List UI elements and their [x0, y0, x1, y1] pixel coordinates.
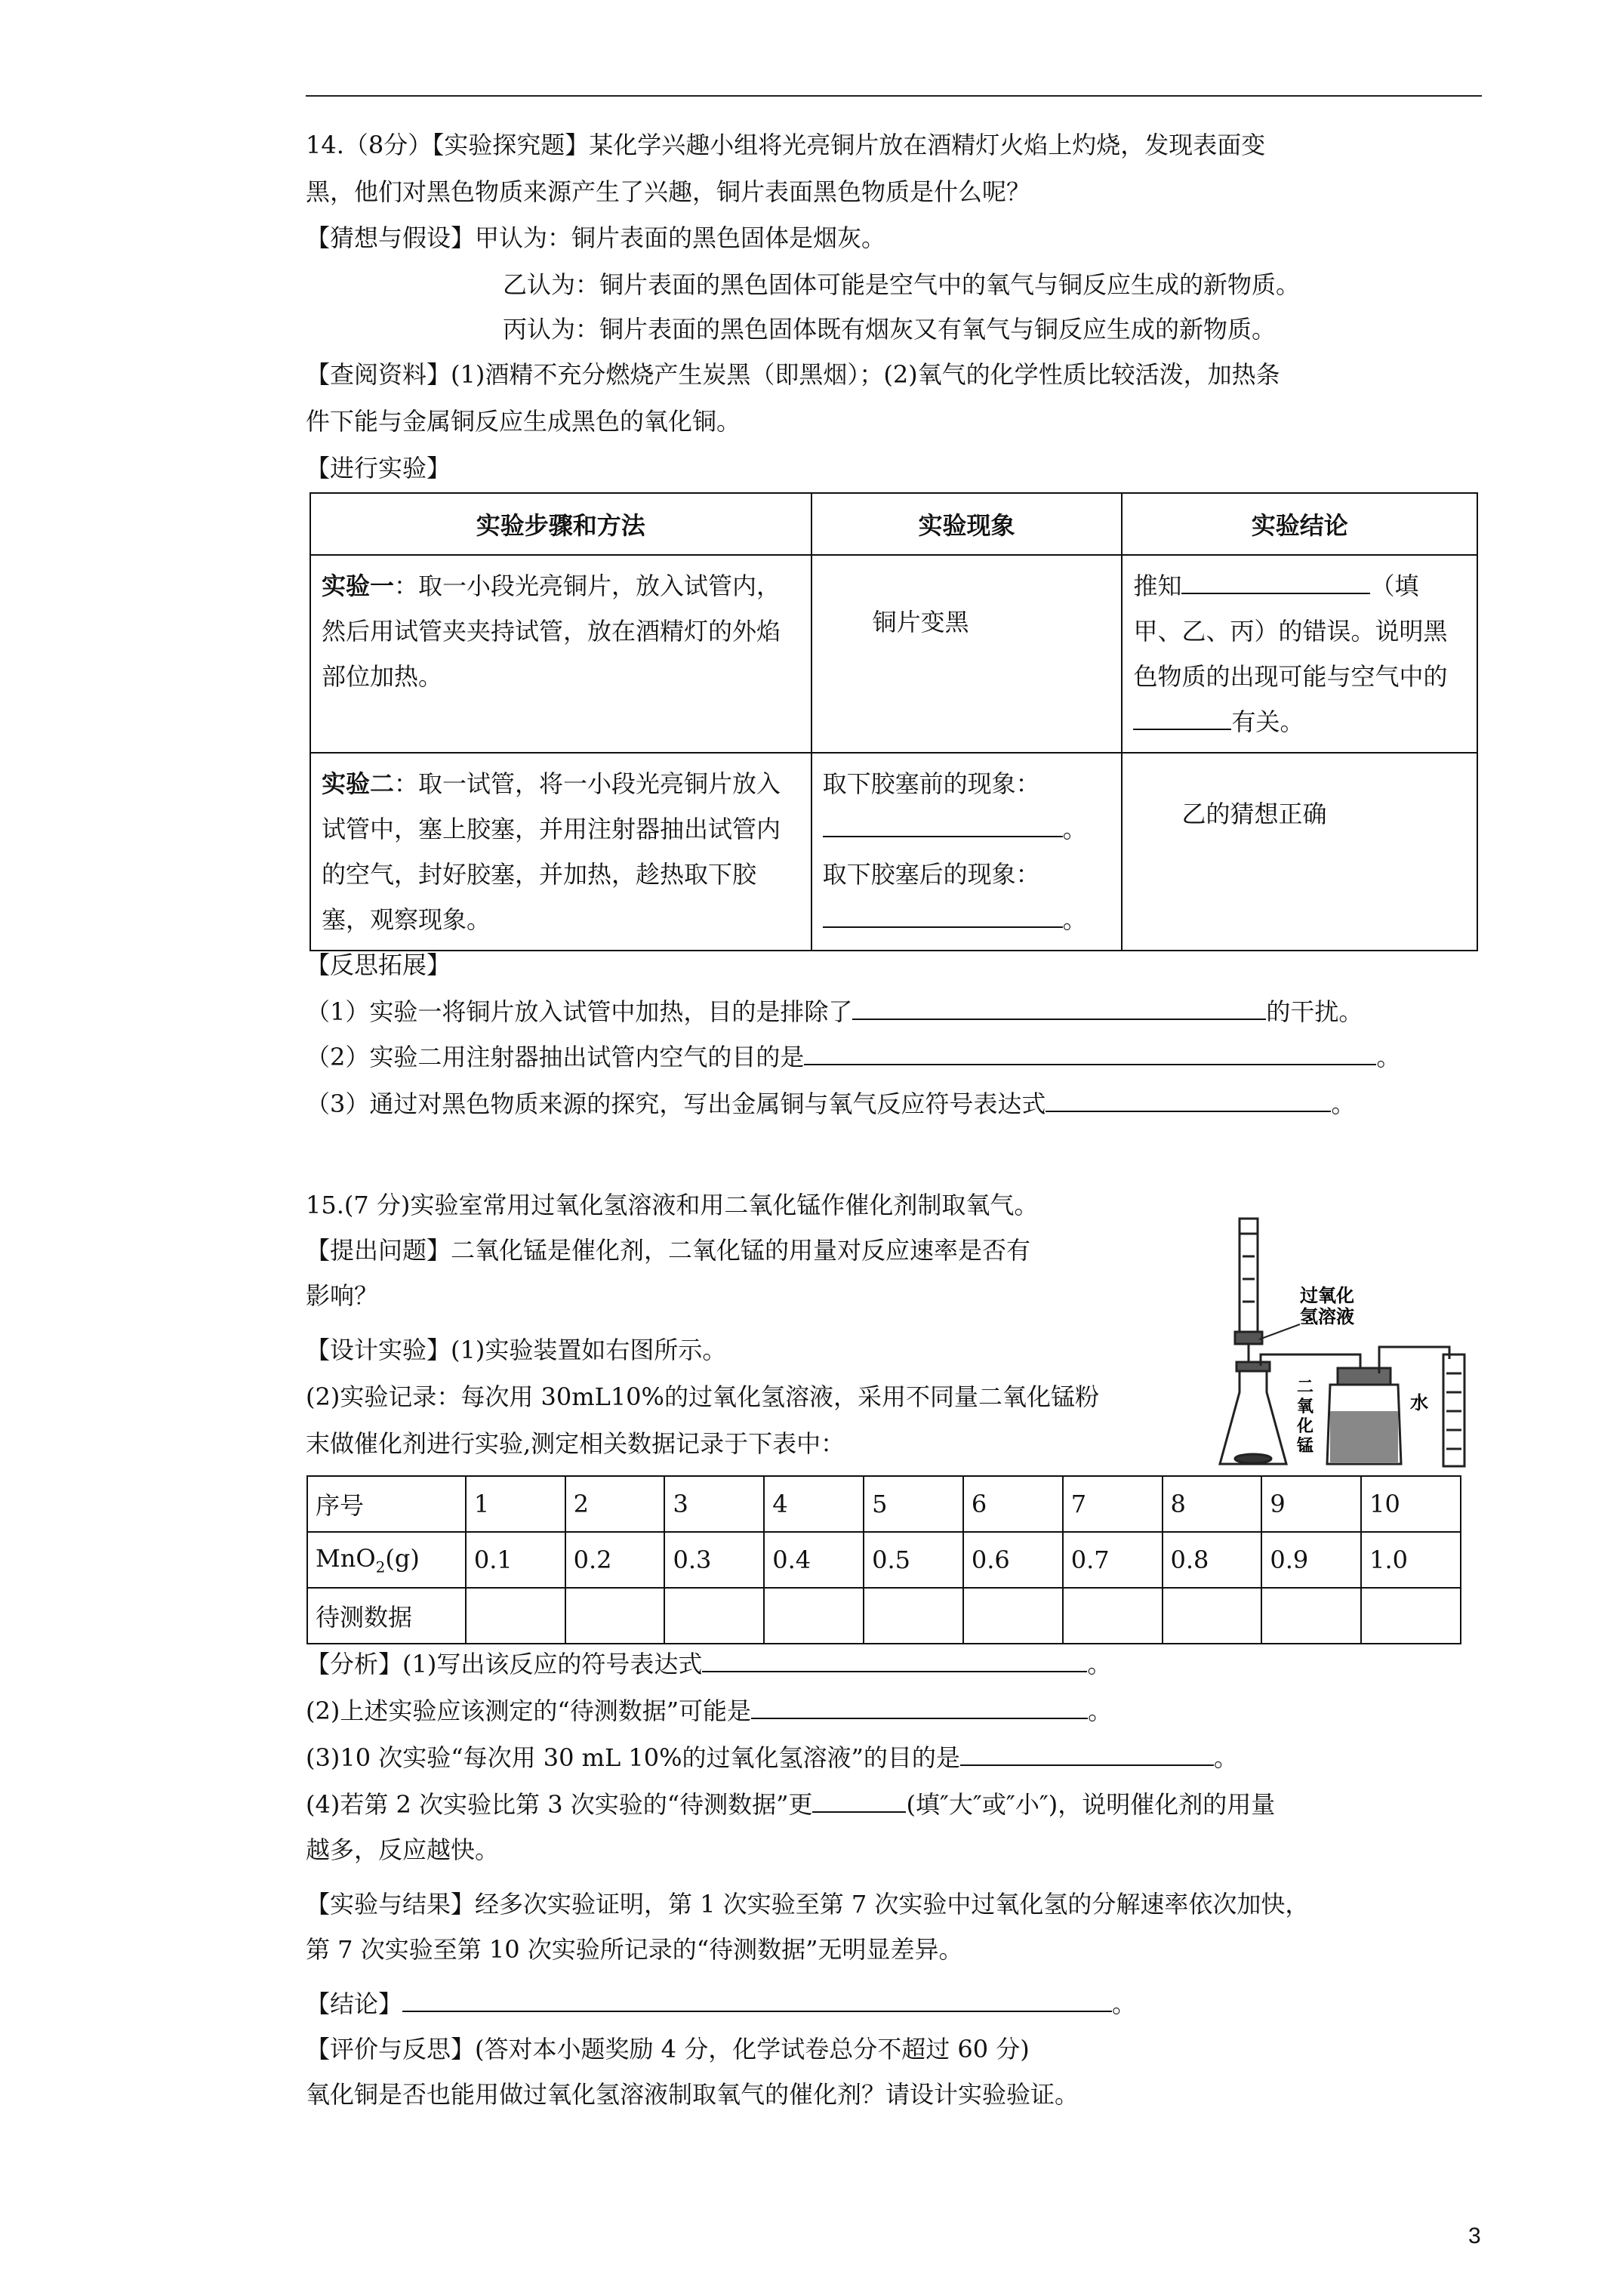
col-conclusion: 实验结论	[1122, 493, 1477, 555]
pending-cell[interactable]	[466, 1588, 565, 1644]
row-pending-label: 待测数据	[307, 1588, 466, 1644]
blank-conclusion[interactable]	[402, 1988, 1112, 2012]
q14-reflection-1: （1）实验一将铜片放入试管中加热，目的是排除了 的干扰。	[306, 997, 1363, 1026]
label-water: 水	[1410, 1391, 1428, 1413]
pending-cell[interactable]	[1361, 1588, 1461, 1644]
blank-which-hypothesis[interactable]	[1181, 570, 1370, 594]
pending-cell[interactable]	[664, 1588, 764, 1644]
exp2-phenomenon: 取下胶塞前的现象： 。 取下胶塞后的现象： 。	[812, 753, 1123, 951]
exp1-conclusion: 推知 （填甲、乙、丙）的错误。说明黑色物质的出现可能与空气中的有关。	[1122, 555, 1477, 753]
pending-cell[interactable]	[1261, 1588, 1361, 1644]
label-mno2-2: 氧	[1297, 1397, 1314, 1416]
mass-cell: 1.0	[1361, 1532, 1461, 1588]
blank-purpose[interactable]	[960, 1742, 1214, 1766]
header-rule	[306, 95, 1482, 97]
blank-bigger-smaller[interactable]	[812, 1789, 906, 1813]
hypothesis-jia: 甲认为：铜片表面的黑色固体是烟灰。	[475, 223, 886, 252]
q15-design-2: (2)实验记录：每次用 30mL10%的过氧化氢溶液，采用不同量二氧化锰粉	[306, 1382, 1099, 1411]
q15-evaluation: 【评价与反思】(答对本小题奖励 4 分，化学试卷总分不超过 60 分)	[306, 2035, 1030, 2063]
q15-result-line2: 第 7 次实验至第 10 次实验所记录的“待测数据”无明显差异。	[306, 1935, 963, 1964]
q14-hypothesis-1	[306, 221, 885, 254]
exp1-steps: 实验一：取一小段光亮铜片，放入试管内，然后用试管夹夹持试管，放在酒精灯的外焰部位加热。	[310, 555, 812, 753]
blank-after-stopper[interactable]	[823, 904, 1063, 928]
q15-analysis-3: (3)10 次实验“每次用 30 mL 10%的过氧化氢溶液”的目的是 。	[306, 1743, 1238, 1772]
q14-experiment-label: 【进行实验】	[306, 454, 451, 482]
q14-header-line1: 14.（8分）【实验探究题】某化学兴趣小组将光亮铜片放在酒精灯火焰上灼烧，发现表面变	[306, 131, 1266, 159]
pending-cell[interactable]	[864, 1588, 963, 1644]
mass-cell: 0.5	[864, 1532, 963, 1588]
q14-reflection-3: （3）通过对黑色物质来源的探究，写出金属铜与氧气反应符号表达式 。	[306, 1089, 1356, 1118]
q15-analysis-2: (2)上述实验应该测定的“待测数据”可能是 。	[306, 1697, 1113, 1725]
q14-header-line2: 黑，他们对黑色物质来源产生了兴趣，铜片表面黑色物质是什么呢？	[306, 177, 1031, 206]
q14-hypothesis-2: 乙认为：铜片表面的黑色固体可能是空气中的氧气与铜反应生成的新物质。	[503, 270, 1301, 299]
mass-cell: 0.9	[1261, 1532, 1361, 1588]
label-mno2-1: 二	[1297, 1377, 1314, 1397]
index-cell: 4	[764, 1476, 864, 1532]
index-cell: 8	[1163, 1476, 1262, 1532]
q15-conclusion: 【结论】 。	[306, 1989, 1137, 2018]
hypothesis-label: 【猜想与假设】	[306, 223, 476, 252]
blank-reflection-2[interactable]	[804, 1041, 1376, 1065]
q14-experiment-table	[310, 492, 1478, 951]
pending-cell[interactable]	[764, 1588, 864, 1644]
q15-problem-line2: 影响？	[306, 1281, 379, 1310]
col-steps: 实验步骤和方法	[310, 493, 812, 555]
mass-cell: 0.3	[664, 1532, 764, 1588]
q15-data-table	[306, 1475, 1461, 1644]
apparatus-diagram	[1217, 1211, 1474, 1471]
blank-reflection-3[interactable]	[1046, 1088, 1331, 1112]
label-h2o2-b: 氢溶液	[1300, 1305, 1354, 1327]
row-mno2-label: MnO$_2$(g)	[307, 1532, 466, 1588]
q14-reflection-2: （2）实验二用注射器抽出试管内空气的目的是 。	[306, 1043, 1401, 1071]
index-cell: 6	[963, 1476, 1063, 1532]
row-index-label: 序号	[307, 1476, 466, 1532]
blank-before-stopper[interactable]	[823, 813, 1063, 837]
index-cell: 1	[466, 1476, 565, 1532]
q15-header: 15.(7 分)实验室常用过氧化氢溶液和用二氧化锰作催化剂制取氧气。	[306, 1191, 1039, 1219]
q15-problem-line1: 【提出问题】二氧化锰是催化剂，二氧化锰的用量对反应速率是否有	[306, 1236, 1031, 1265]
mass-cell: 0.7	[1063, 1532, 1163, 1588]
mass-cell: 0.2	[565, 1532, 665, 1588]
pending-cell[interactable]	[565, 1588, 665, 1644]
col-phenomenon: 实验现象	[812, 493, 1123, 555]
label-mno2-3: 化	[1297, 1416, 1314, 1436]
blank-air-component[interactable]	[1133, 706, 1231, 730]
q15-analysis-1: 【分析】(1)写出该反应的符号表达式 。	[306, 1650, 1112, 1678]
q14-hypothesis-3: 丙认为：铜片表面的黑色固体既有烟灰又有氧气与铜反应生成的新物质。	[503, 315, 1277, 344]
mass-cell: 0.4	[764, 1532, 864, 1588]
index-cell: 5	[864, 1476, 963, 1532]
mass-cell: 0.8	[1163, 1532, 1262, 1588]
index-cell: 2	[565, 1476, 665, 1532]
exp2-conclusion: 乙的猜想正确	[1122, 753, 1477, 951]
index-cell: 10	[1361, 1476, 1461, 1532]
blank-equation[interactable]	[702, 1648, 1087, 1672]
page-number: 3	[1468, 2224, 1481, 2248]
index-cell: 7	[1063, 1476, 1163, 1532]
q15-analysis-4: (4)若第 2 次实验比第 3 次实验的“待测数据”更 (填″大″或″小″)，说明催化剂的用量	[306, 1790, 1276, 1819]
pending-cell[interactable]	[963, 1588, 1063, 1644]
q15-evaluation-question: 氧化铜是否也能用做过氧化氢溶液制取氧气的催化剂？请设计实验验证。	[306, 2080, 1079, 2109]
q14-reference-line2: 件下能与金属铜反应生成黑色的氧化铜。	[306, 407, 741, 436]
exp2-steps: 实验二：取一试管，将一小段光亮铜片放入试管中，塞上胶塞，并用注射器抽出试管内的空气，封好胶塞，并加热，趁热取下胶塞，观察现象。	[310, 753, 812, 951]
label-mno2-4: 锰	[1297, 1436, 1314, 1456]
blank-reflection-1[interactable]	[852, 996, 1266, 1020]
index-cell: 9	[1261, 1476, 1361, 1532]
q15-result-line1: 【实验与结果】经多次实验证明，第 1 次实验至第 7 次实验中过氧化氢的分解速率依次加快，	[306, 1890, 1310, 1918]
mass-cell: 0.1	[466, 1532, 565, 1588]
q14-reflection-label: 【反思拓展】	[306, 951, 451, 979]
q15-design-1: 【设计实验】(1)实验装置如右图所示。	[306, 1336, 727, 1364]
q15-design-3: 末做催化剂进行实验,测定相关数据记录于下表中：	[306, 1429, 845, 1458]
label-h2o2-a: 过氧化	[1300, 1284, 1354, 1306]
q14-reference-line1: 【查阅资料】(1)酒精不充分燃烧产生炭黑（即黑烟）；(2)氧气的化学性质比较活泼，加热条	[306, 360, 1280, 389]
exp1-phenomenon: 铜片变黑	[812, 555, 1123, 753]
q15-analysis-4-cont: 越多，反应越快。	[306, 1835, 500, 1864]
pending-cell[interactable]	[1063, 1588, 1163, 1644]
mass-cell: 0.6	[963, 1532, 1063, 1588]
index-cell: 3	[664, 1476, 764, 1532]
blank-measured-data[interactable]	[751, 1695, 1088, 1719]
pending-cell[interactable]	[1163, 1588, 1262, 1644]
